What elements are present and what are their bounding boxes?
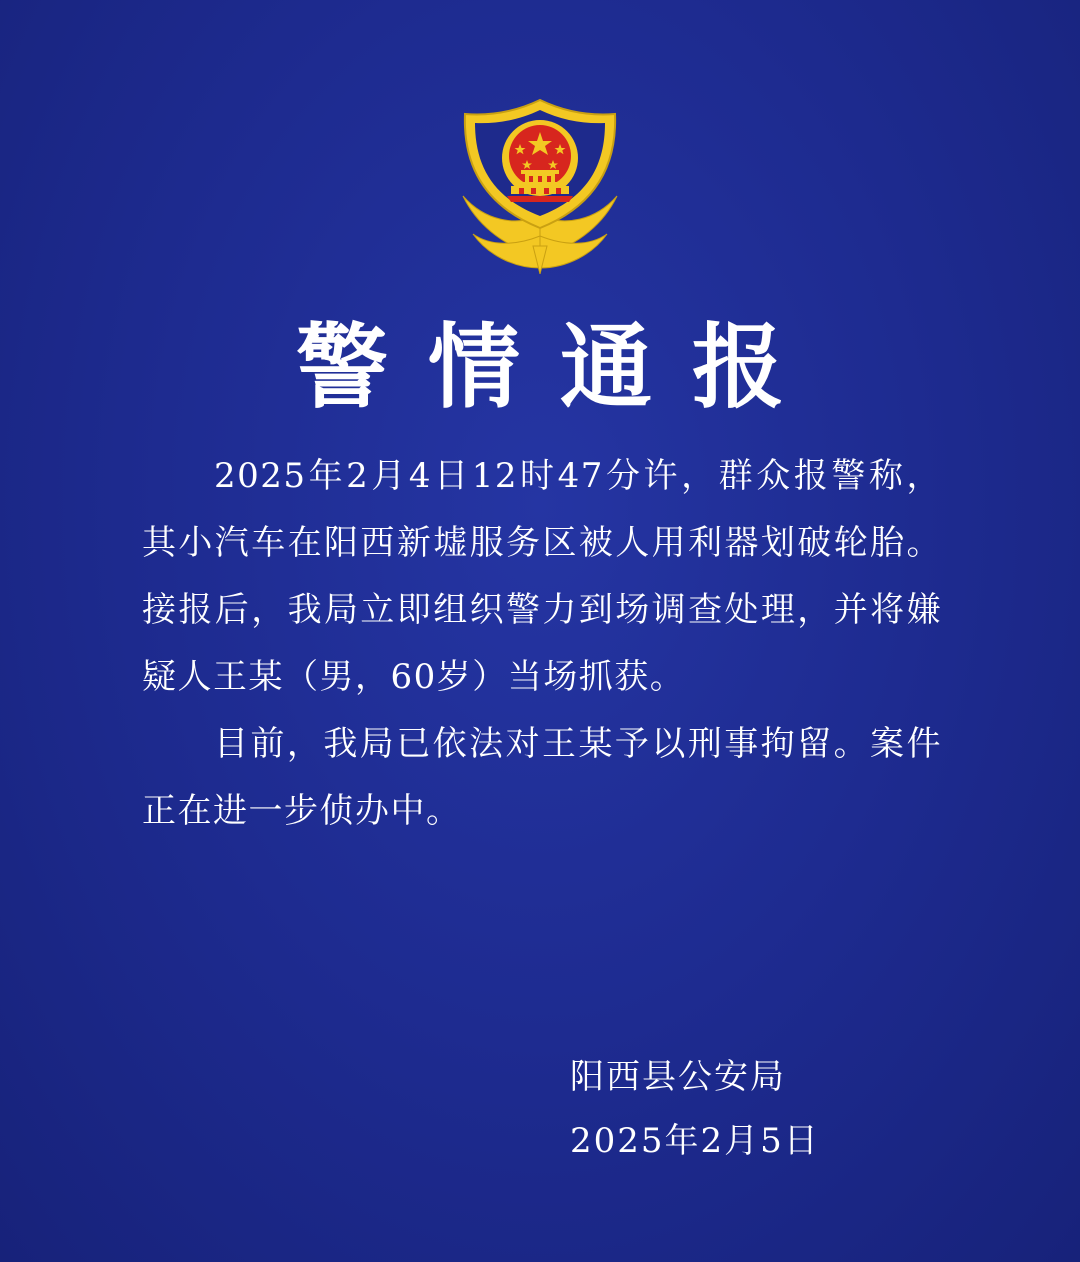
issue-date: 2025年2月5日 bbox=[570, 1121, 820, 1161]
police-badge-icon bbox=[455, 96, 625, 274]
issuer-name: 阳西县公安局 bbox=[570, 1057, 786, 1097]
notice-title: 警情通报 bbox=[295, 314, 824, 421]
notice-paragraph-1: 2025年2月4日12时47分许，群众报警称，其小汽车在阳西新墟服务区被人用利器划破轮胎。接报后，我局立即组织警力到场调查处理，并将嫌疑人王某（男，60岁）当场抓获。 bbox=[142, 456, 942, 697]
notice-paragraph-2: 目前，我局已依法对王某予以刑事拘留。案件正在进一步侦办中。 bbox=[142, 724, 942, 831]
notice-signature bbox=[570, 1045, 890, 1173]
notice-body bbox=[142, 443, 942, 845]
